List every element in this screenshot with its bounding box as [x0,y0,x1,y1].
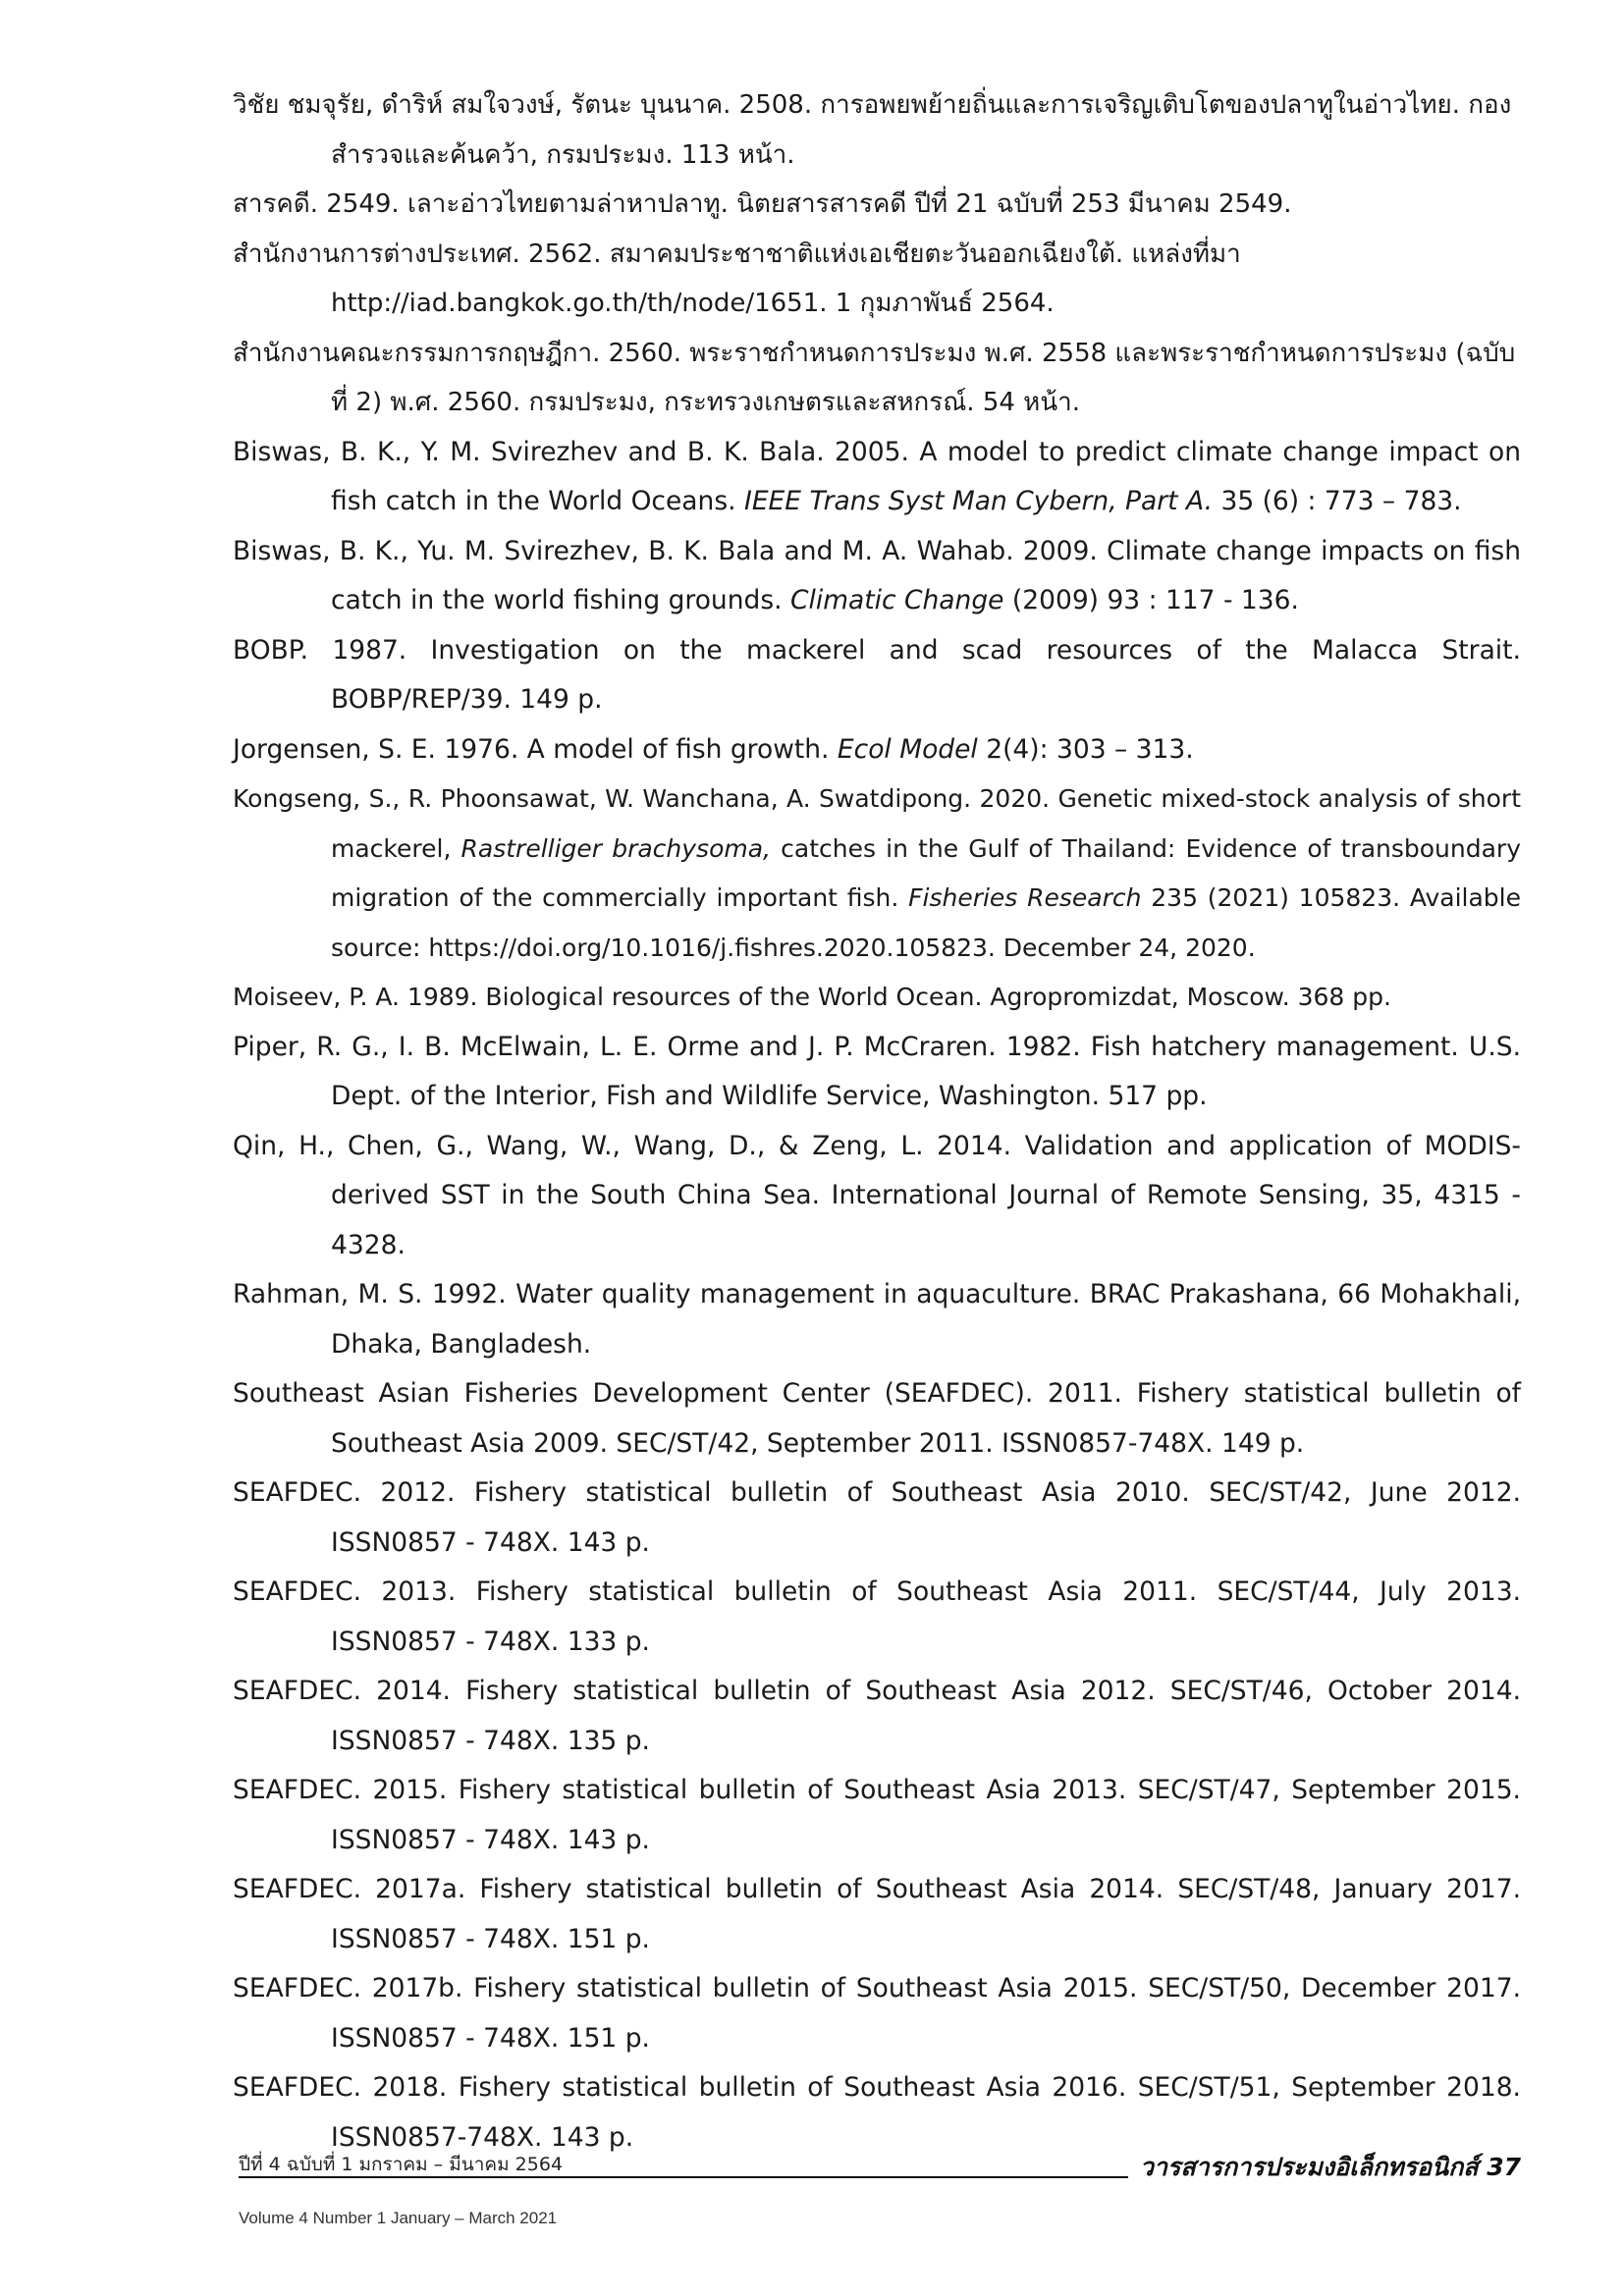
journal-page-label: วารสารการประมงอิเล็กทรอนิกส์ 37 [1128,2148,1521,2187]
reference-text: Jorgensen, S. E. 1976. A model of fish growth. [233,733,838,765]
reference-entry [233,1568,1521,1667]
reference-list [233,80,1521,2163]
reference-italic-text: IEEE Trans Syst Man Cybern, Part A. [744,486,1214,516]
reference-text: Rahman, M. S. 1992. Water quality management in aquaculture. BRAC Prakashana, 66 Mohakhali, Dhaka, Bangladesh. [233,1279,1521,1360]
reference-text: วิชัย ชมจุรัย, ดำริห์ สมใจวงษ์, รัตนะ บุนนาค. 2508. การอพยพย้ายถิ่นและการเจริญเติบโตของปลาทูในอ่าวไทย. กองสำรวจและค้นคว้า, กรมประมง. 113 หน้า. [233,90,1512,170]
reference-italic-text: Climatic Change [789,585,1004,615]
reference-entry [233,1270,1521,1369]
reference-entry [233,725,1521,775]
reference-text: SEAFDEC. 2015. Fishery statistical bulletin of Southeast Asia 2013. SEC/ST/47, September 2015. ISSN0857 - 748X. 143 p. [233,1775,1521,1855]
reference-text: Biswas, B. K., Y. M. Svirezhev and B. K. Bala. 2005. A model to predict climate change impact on fish catch in the World Oceans. [233,436,1521,516]
reference-entry [233,1667,1521,1766]
reference-text: SEAFDEC. 2014. Fishery statistical bulletin of Southeast Asia 2012. SEC/ST/46, October 2014. ISSN0857 - 748X. 135 p. [233,1676,1521,1756]
reference-text: SEAFDEC. 2013. Fishery statistical bulletin of Southeast Asia 2011. SEC/ST/44, July 2013. ISSN0857 - 748X. 133 p. [233,1576,1521,1657]
reference-entry [233,180,1521,230]
reference-text: catches in the Gulf of Thailand: Evidence of transboundary migration of the commercially important fish. [331,833,1522,912]
reference-text: Moiseev, P. A. 1989. Biological resources of the World Ocean. Agropromizdat, Moscow. 368 pp. [233,983,1391,1011]
reference-entry [233,774,1521,973]
issue-thai: ปีที่ 4 ฉบับที่ 1 มกราคม – มีนาคม 2564 [239,2154,564,2175]
reference-text: Southeast Asian Fisheries Development Center (SEAFDEC). 2011. Fishery statistical bulletin of Southeast Asia 2009. SEC/ST/42, September 2011. ISSN0857-748X. 149 p. [233,1378,1521,1459]
reference-text: Piper, R. G., I. B. McElwain, L. E. Orme and J. P. McCraren. 1982. Fish hatchery management. U.S. Dept. of the Interior, Fish and Wildlife Service, Washington. 517 pp. [233,1031,1521,1111]
reference-text: SEAFDEC. 2017a. Fishery statistical bulletin of Southeast Asia 2014. SEC/ST/48, January 2017. ISSN0857 - 748X. 151 p. [233,1874,1521,1954]
reference-text: Qin, H., Chen, G., Wang, W., Wang, D., & Zeng, L. 2014. Validation and application of MODIS-derived SST in the South China Sea. International Journal of Remote Sensing, 35, 4315 - 4328. [233,1130,1521,1260]
page-footer [239,2150,1521,2268]
reference-entry [233,1468,1521,1568]
reference-text: สำนักงานการต่างประเทศ. 2562. สมาคมประชาชาติแห่งเอเชียตะวันออกเฉียงใต้. แหล่งที่มา http://iad.bangkok.go.th/th/node/1651. 1 กุมภาพันธ์ 2564. [233,239,1241,318]
reference-text: Kongseng, S., R. Phoonsawat, W. Wanchana, A. Swatdipong. 2020. Genetic mixed-stock analysis of short mackerel, [233,784,1521,863]
reference-text: BOBP. 1987. Investigation on the mackerel and scad resources of the Malacca Strait. BOBP/REP/39. 149 p. [233,634,1521,715]
reference-entry [233,1964,1521,2063]
reference-entry [233,80,1521,180]
reference-italic-text: Ecol Model [837,733,978,765]
reference-text: สำนักงานคณะกรรมการกฤษฎีกา. 2560. พระราชกำหนดการประมง พ.ศ. 2558 และพระราชกำหนดการประมง (ฉบับที่ 2) พ.ศ. 2560. กรมประมง, กระทรวงเกษตรและสหกรณ์. 54 หน้า. [233,338,1516,417]
reference-text: SEAFDEC. 2018. Fishery statistical bulletin of Southeast Asia 2016. SEC/ST/51, September 2018. ISSN0857-748X. 143 p. [233,2072,1521,2153]
issue-english: Volume 4 Number 1 January – March 2021 [239,2209,558,2227]
reference-entry [233,230,1521,329]
footer-rule [239,2176,1270,2178]
reference-text: สารคดี. 2549. เลาะอ่าวไทยตามล่าหาปลาทู. นิตยสารสารคดี ปีที่ 21 ฉบับที่ 253 มีนาคม 2549. [233,189,1292,219]
reference-entry [233,428,1521,527]
reference-entry [233,329,1521,428]
reference-text: (2009) 93 : 117 - 136. [1003,585,1299,615]
reference-entry [233,1865,1521,1964]
reference-italic-text: Rastrelliger brachysoma, [460,833,772,863]
reference-text: 2(4): 303 – 313. [977,733,1194,765]
reference-text: 35 (6) : 773 – 783. [1213,486,1462,516]
reference-text: 235 (2021) 105823. Available source: https://doi.org/10.1016/j.fishres.2020.105823. December 24, 2020. [331,883,1521,962]
reference-entry [233,1122,1521,1271]
reference-entry [233,1766,1521,1865]
reference-entry [233,527,1521,626]
reference-entry [233,1369,1521,1468]
reference-entry [233,973,1521,1023]
reference-text: Biswas, B. K., Yu. M. Svirezhev, B. K. Bala and M. A. Wahab. 2009. Climate change impacts on fish catch in the world fishing grounds. [233,535,1521,615]
reference-text: SEAFDEC. 2012. Fishery statistical bulletin of Southeast Asia 2010. SEC/ST/42, June 2012. ISSN0857 - 748X. 143 p. [233,1477,1521,1558]
reference-text: SEAFDEC. 2017b. Fishery statistical bulletin of Southeast Asia 2015. SEC/ST/50, December 2017. ISSN0857 - 748X. 151 p. [233,1973,1521,2054]
reference-italic-text: Fisheries Research [908,883,1142,912]
reference-entry [233,1023,1521,1122]
reference-entry [233,626,1521,725]
